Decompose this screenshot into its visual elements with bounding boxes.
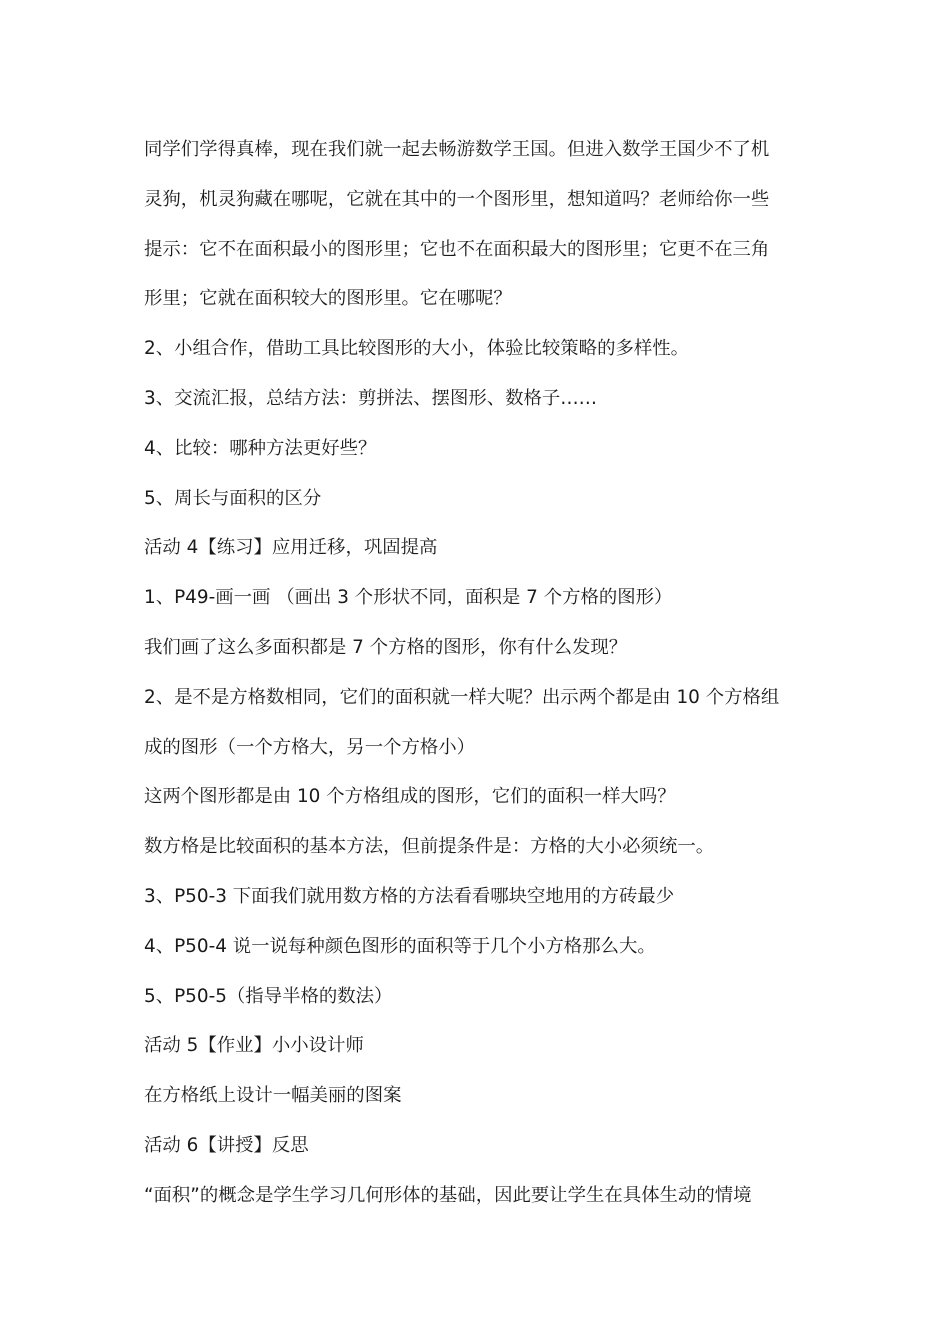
paragraph-line: 数方格是比较面积的基本方法，但前提条件是：方格的大小必须统一。 [144, 836, 715, 858]
paragraph-line: “面积”的概念是学生学习几何形体的基础，因此要让学生在具体生动的情境 [144, 1184, 752, 1206]
list-item: 3、交流汇报，总结方法：剪拼法、摆图形、数格子…… [144, 387, 598, 409]
paragraph-line: 在方格纸上设计一幅美丽的图案 [144, 1085, 402, 1107]
list-item: 4、P50-4 说一说每种颜色图形的面积等于几个小方格那么大。 [144, 935, 656, 957]
paragraph-line: 形里；它就在面积较大的图形里。它在哪呢？ [144, 288, 512, 310]
paragraph-line: 提示：它不在面积最小的图形里；它也不在面积最大的图形里；它更不在三角 [144, 238, 770, 260]
paragraph-line: 同学们学得真棒，现在我们就一起去畅游数学王国。但进入数学王国少不了机 [144, 139, 770, 160]
list-item: 1、P49-画一画 （画出 3 个形状不同，面积是 7 个方格的图形） [144, 587, 673, 609]
section-heading: 活动 4【练习】应用迁移，巩固提高 [144, 537, 438, 559]
list-item: 4、比较：哪种方法更好些？ [144, 437, 377, 459]
paragraph-line: 灵狗，机灵狗藏在哪呢，它就在其中的一个图形里，想知道吗？老师给你一些 [144, 188, 770, 210]
section-heading: 活动 5【作业】小小设计师 [144, 1035, 364, 1057]
paragraph-line: 我们画了这么多面积都是 7 个方格的图形，你有什么发现？ [144, 636, 628, 658]
list-item: 5、P50-5（指导半格的数法） [144, 985, 393, 1007]
list-item: 2、小组合作，借助工具比较图形的大小，体验比较策略的多样性。 [144, 338, 690, 360]
list-item: 3、P50-3 下面我们就用数方格的方法看看哪块空地用的方砖最少 [144, 885, 675, 907]
section-heading: 活动 6【讲授】反思 [144, 1134, 309, 1156]
list-item: 5、周长与面积的区分 [144, 487, 322, 509]
list-item: 2、是不是方格数相同，它们的面积就一样大呢？出示两个都是由 10 个方格组 [144, 686, 780, 708]
paragraph-line: 成的图形（一个方格大，另一个方格小） [144, 736, 476, 758]
paragraph-line: 这两个图形都是由 10 个方格组成的图形，它们的面积一样大吗？ [144, 786, 676, 808]
